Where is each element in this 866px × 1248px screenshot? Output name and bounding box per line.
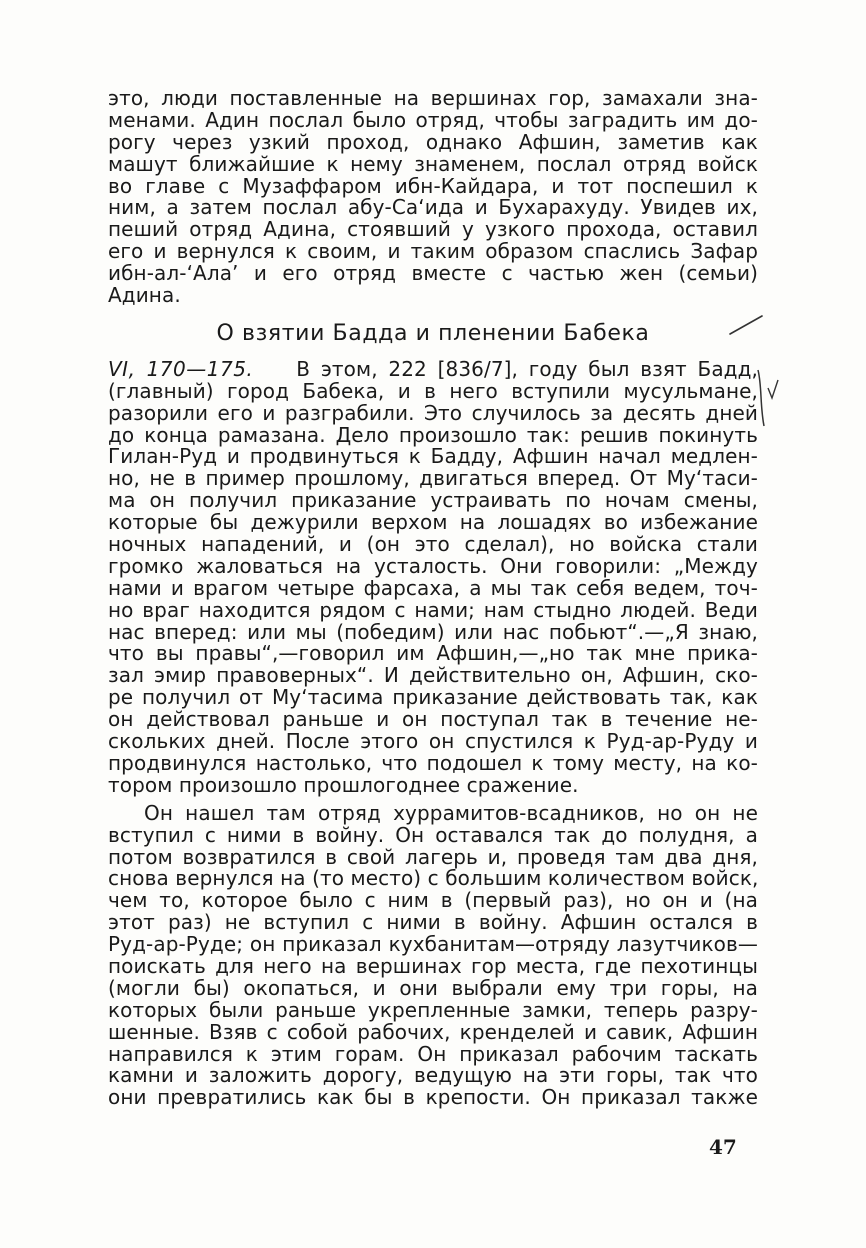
text-line: чем то, которое было с ним в (первый раз), но он и (на (108, 888, 758, 913)
text-line: шенные. Взяв с собой рабочих, кренделей и савик, Афшин (108, 1019, 758, 1044)
paragraph-3 (108, 800, 759, 1110)
text-line: (главный) город Бабека, и в него вступили мусульмане, (108, 378, 758, 403)
text-line: продвинулся настолько, что подошел к тому месту, на ко- (108, 750, 758, 775)
paragraph-2 (108, 356, 759, 797)
text-line: но, не в пример прошлому, двигаться вперед. От Му‘таси- (108, 466, 758, 491)
page-number: 47 (709, 1135, 737, 1159)
text-line: поискать для него на вершинах гор места, где пехотинцы (108, 953, 758, 978)
text-line: зал эмир правоверных“. И действительно он, Афшин, ско- (108, 663, 758, 688)
source-reference: VI, 170—175. (108, 356, 254, 381)
text-line: этот раз) не вступил с ними в войну. Афшин остался в (108, 910, 758, 935)
text-line: он действовал раньше и он поступал так в течение не- (108, 707, 758, 732)
text-line: вступил с ними в войну. Он оставался так до полудня, а (108, 822, 758, 847)
text-line: тором произошло прошлогоднее сражение. (108, 772, 579, 797)
text-line: пеший отряд Адина, стоявший у узкого прохода, оставил (108, 217, 758, 242)
text-line: это, люди поставленные на вершинах гор, замахали зна- (108, 86, 758, 110)
margin-bracket-mark-icon (754, 366, 782, 432)
page-body (108, 88, 758, 1109)
section-title: О взятии Бадда и пленении Бабека (216, 320, 650, 346)
text-line: рогу через узкий проход, однако Афшин, заметив как (108, 129, 758, 154)
text-line: скольких дней. После этого он спустился к Руд-ар-Руду и (108, 729, 758, 754)
text-line: Адина. (108, 283, 181, 308)
text-line: менами. Адин послал было отряд, чтобы заградить им до- (108, 107, 758, 132)
text-line: камни и заложить дорогу, ведущую на эти горы, так что (108, 1063, 758, 1088)
text-line: до конца рамазана. Дело произошло так: решив покинуть (108, 422, 758, 447)
text-line-rest: В этом, 222 [836/7], году был взят Бадд, (296, 356, 759, 381)
text-line: ночных нападений, и (он это сделал), но войска стали (108, 532, 758, 557)
text-line: (могли бы) окопаться, и они выбрали ему три горы, на (108, 975, 758, 1000)
text-line: направился к этим горам. Он приказал рабочим таскать (108, 1041, 758, 1066)
text-line-with-reference (108, 356, 759, 381)
text-line: которые бы дежурили верхом на лошадях во избежание (108, 510, 758, 535)
text-line: машут ближайшие к нему знаменем, послал отряд войск (108, 151, 758, 176)
text-line: потом возвратился в свой лагерь и, проведя там два дня, (108, 844, 758, 869)
text-line: ма он получил приказание устраивать по ночам смены, (108, 488, 758, 513)
paragraph-1 (108, 88, 758, 307)
text-line: что вы правы“,—говорил им Афшин,—„но так мне прика- (108, 641, 758, 666)
text-line: ним, а затем послал абу-Са‘ида и Бухарахуду. Увидев их, (108, 195, 758, 220)
text-line: Руд-ар-Руде; он приказал кухбанитам—отряду лазутчиков— (108, 932, 758, 957)
text-line: но враг находится рядом с нами; нам стыдно людей. Веди (108, 597, 758, 622)
text-line: Гилан-Руд и продвинуться к Бадду, Афшин начал медлен- (108, 444, 758, 469)
pencil-tick-mark-icon (728, 312, 764, 338)
text-line: громко жаловаться на усталость. Они говорили: „Между (108, 553, 758, 578)
text-line: они превратились как бы в крепости. Он приказал также (108, 1085, 758, 1110)
text-line: которых были раньше укрепленные замки, теперь разру- (108, 997, 758, 1022)
text-line: Он нашел там отряд хуррамитов-всадников, но он не (144, 800, 758, 825)
text-line: во главе с Музаффаром ибн-Кайдара, и тот поспешил к (108, 173, 758, 198)
text-line: разорили его и разграбили. Это случилось за десять дней (108, 400, 758, 425)
text-line: нас вперед: или мы (победим) или нас побьют“.—„Я знаю, (108, 619, 758, 644)
text-line: его и вернулся к своим, и таким образом спаслись Зафар (108, 239, 758, 264)
text-line: ибн-ал-‘Ала’ и его отряд вместе с частью жен (семьи) (108, 261, 758, 286)
text-line: ре получил от Му‘тасима приказание действовать так, как (108, 685, 758, 710)
text-line: снова вернулся на (то место) с большим количеством войск, (108, 866, 759, 891)
text-line: нами и врагом четыре фарсаха, а мы так себя ведем, точ- (108, 575, 758, 600)
